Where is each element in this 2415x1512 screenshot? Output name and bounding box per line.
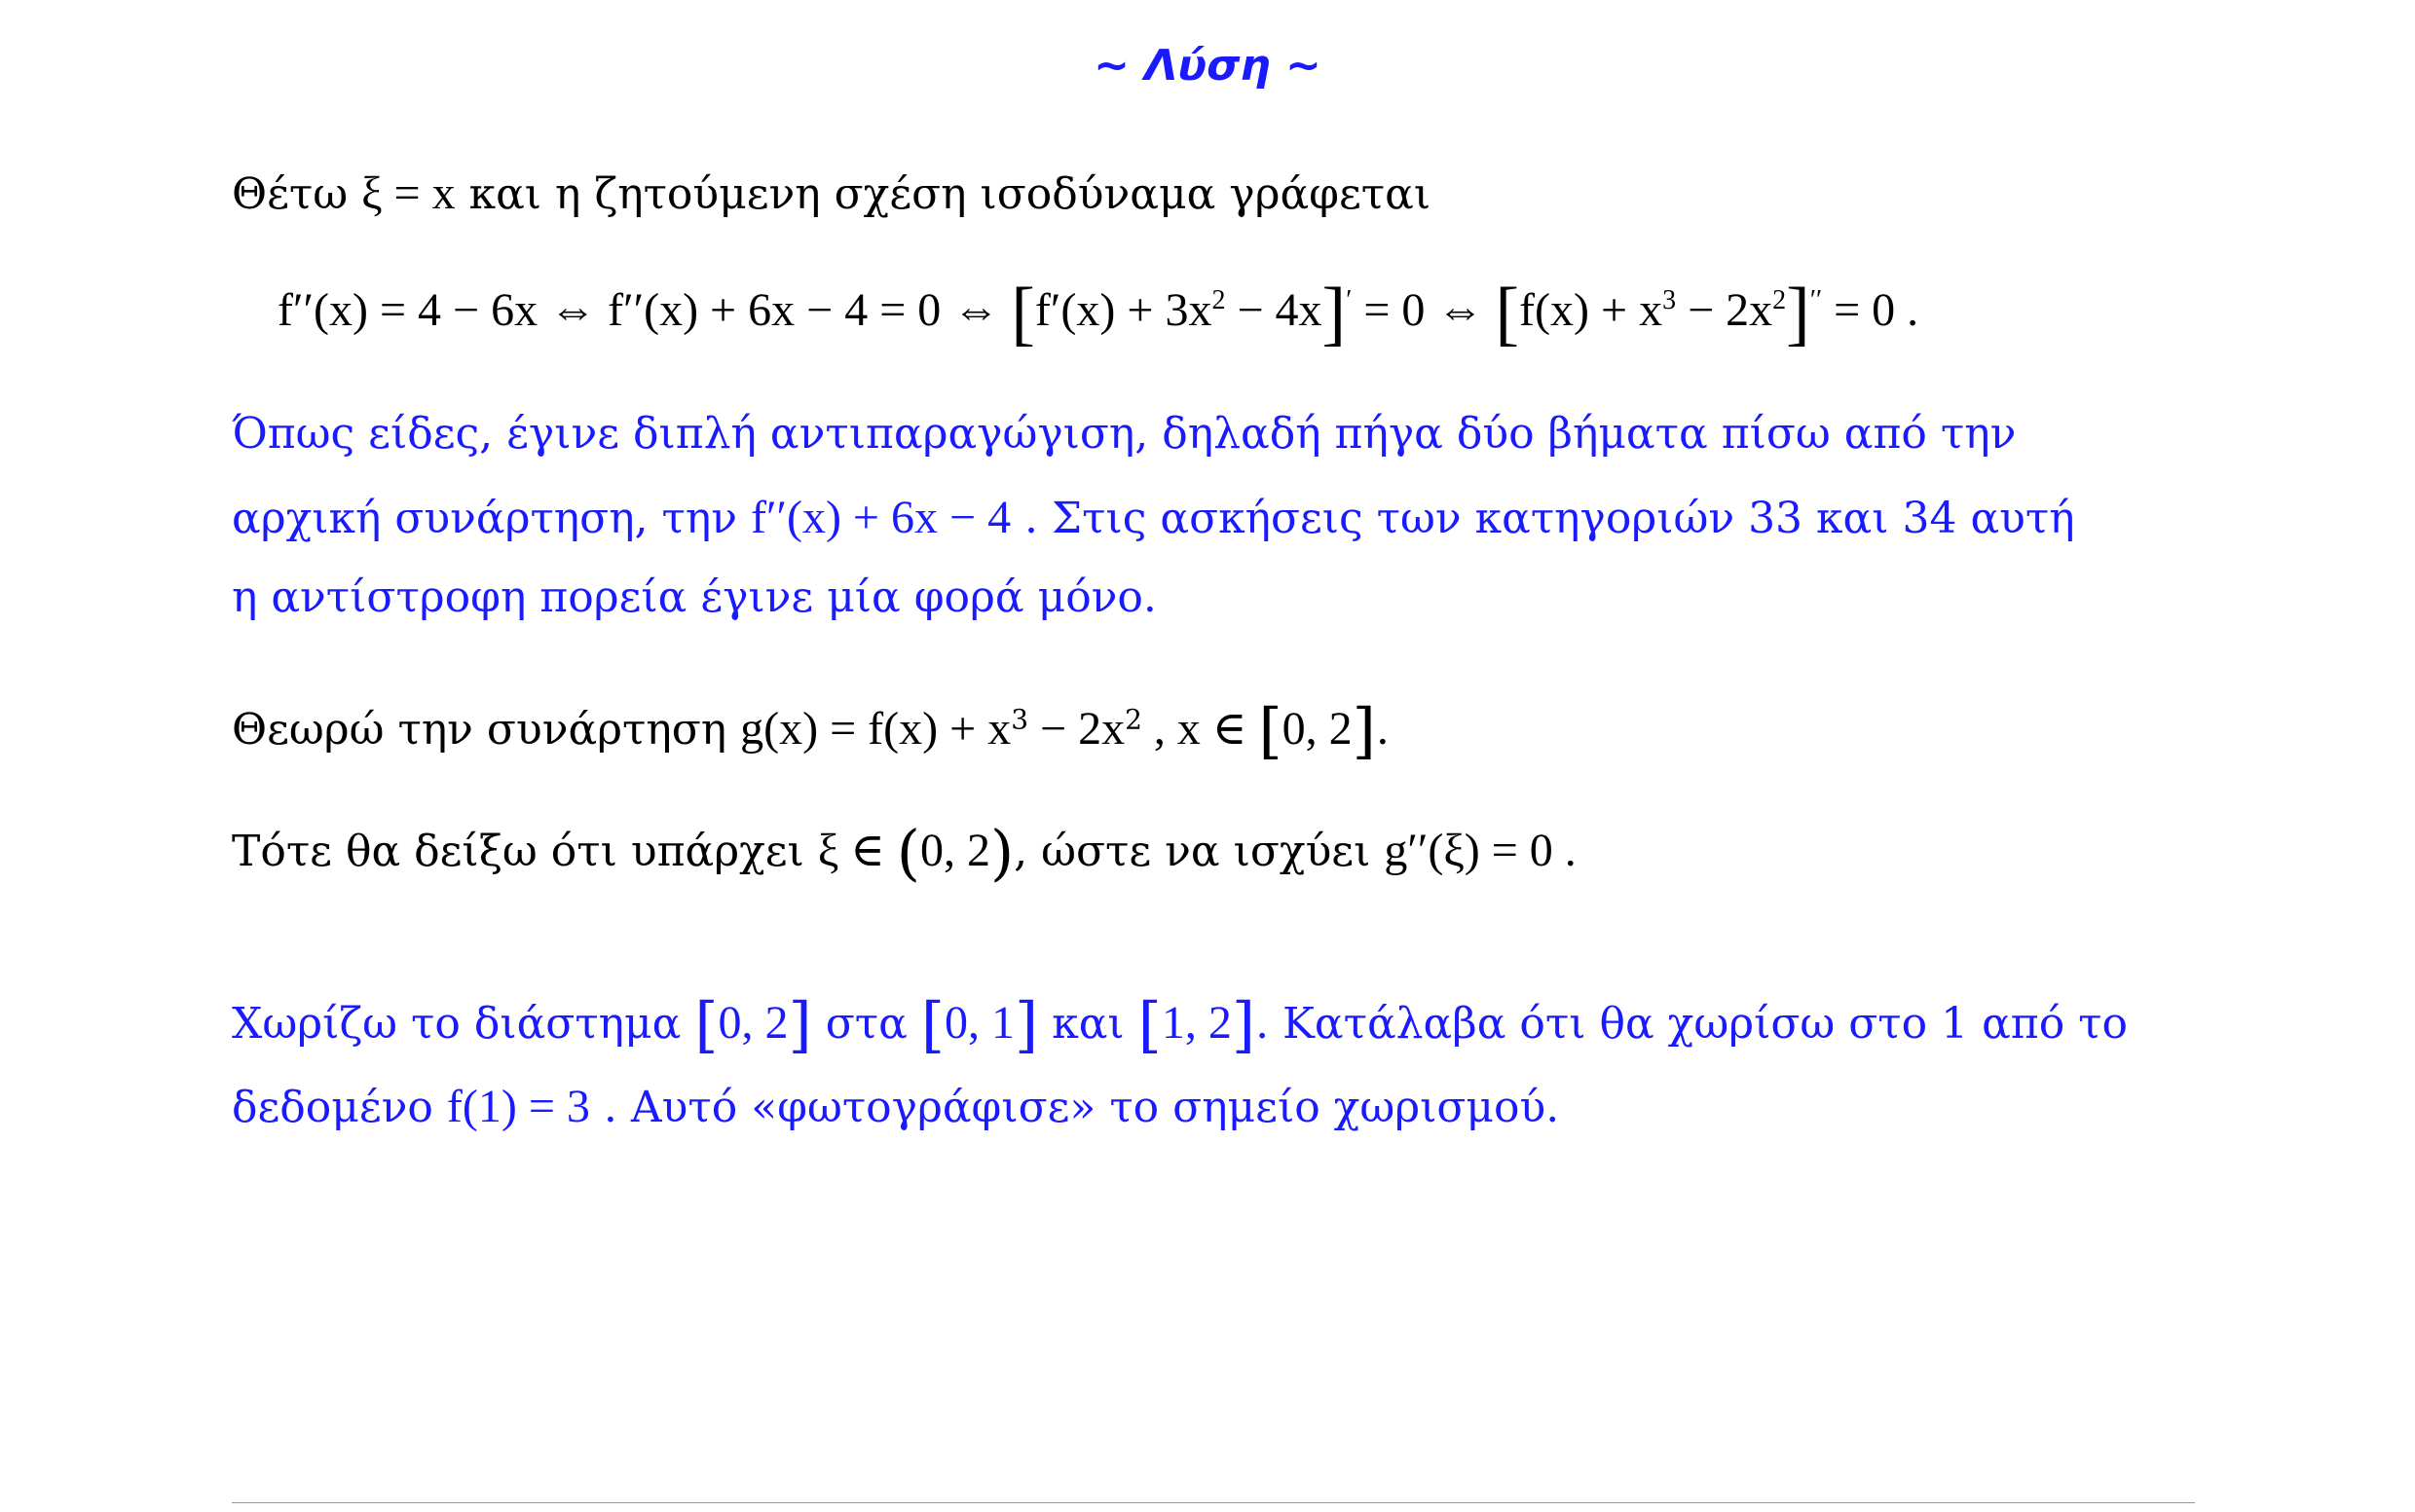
definition-line — [232, 695, 1390, 766]
footer-rule — [232, 1502, 2195, 1503]
note2-line2 — [232, 1079, 1559, 1135]
note2-text-f: . Αυτό «φωτογράφισε» το σημείο χωρισμού. — [589, 1083, 1560, 1132]
note2-text-a: Χωρίζω το διάστημα — [232, 999, 695, 1049]
def-interval: 0, 2 — [1282, 703, 1353, 755]
equation-chain — [278, 274, 1919, 353]
note1-line3: η αντίστροφη πορεία έγινε μία φορά μόνο. — [232, 572, 1157, 622]
claim-line — [232, 817, 1577, 888]
bracket-open: [ — [1258, 695, 1282, 766]
eq-part-g: = 0 . — [1822, 284, 1919, 336]
paren-close: ) — [989, 817, 1015, 888]
note2-math: f(1) = 3 — [446, 1081, 590, 1132]
claim-math-1: ξ ∈ — [817, 825, 897, 876]
bracket-close: ] — [1321, 274, 1347, 353]
intro-math: ξ = x — [361, 167, 456, 219]
intro-text: Θέτω — [232, 169, 349, 219]
def-math-1: g(x) = f(x) + x — [740, 703, 1012, 755]
bracket-open: [ — [1495, 274, 1520, 353]
note1-text-b: . Στις ασκήσεις των κατηγοριών 33 και 34 αυτή — [1011, 494, 2075, 543]
bracket-open: [ — [1011, 274, 1035, 353]
bracket-close: ] — [1015, 989, 1039, 1060]
bracket-close: ] — [788, 989, 812, 1060]
def-tail: . — [1375, 705, 1390, 755]
note1-line1: Όπως είδες, έγινε διπλή αντιπαραγώγιση, δηλαδή πήγα δύο βήματα πίσω από την — [232, 409, 2017, 459]
def-text: Θεωρώ την συνάρτηση — [232, 705, 741, 755]
eq-part-b: f′(x) + 3x — [1034, 284, 1212, 336]
bracket-close: ] — [1352, 695, 1376, 766]
intro-rest: και η ζητούμενη σχέση ισοδύναμα γράφεται — [468, 169, 1431, 219]
note2-interval-2: 0, 1 — [945, 997, 1016, 1049]
claim-text-a: Τότε θα δείξω ότι υπάρχει — [232, 827, 818, 876]
claim-math-2: g′′(ξ) = 0 . — [1384, 825, 1577, 876]
exp-2: 2 — [1125, 703, 1142, 736]
eq-part-f: − 2x — [1676, 284, 1773, 336]
intro-line — [232, 166, 1430, 222]
exp-3: 3 — [1011, 703, 1029, 736]
eq-part-a: f′′(x) = 4 − 6x ⇔ f′′(x) + 6x − 4 = 0 ⇔ — [278, 284, 1012, 336]
note2-interval-1: 0, 2 — [718, 997, 789, 1049]
paren-open: ( — [896, 817, 920, 888]
note2-text-b: στα — [811, 999, 921, 1049]
bracket-open: [ — [694, 989, 719, 1060]
exp-2: 2 — [1211, 285, 1226, 315]
exp-3: 3 — [1662, 285, 1677, 315]
eq-part-d: = 0 ⇔ — [1352, 284, 1496, 336]
note1-line2 — [232, 490, 2075, 546]
claim-interval: 0, 2 — [919, 825, 990, 876]
bracket-open: [ — [1137, 989, 1162, 1060]
note2-text-d: . Κατάλαβα ότι θα χωρίσω στο 1 από το — [1255, 999, 2129, 1049]
def-math-3: , x ∈ — [1141, 703, 1259, 755]
exp-2: 2 — [1772, 285, 1787, 315]
note2-line1 — [232, 989, 2129, 1060]
note2-text-c: και — [1038, 999, 1138, 1049]
bracket-close: ] — [1231, 989, 1256, 1060]
bracket-open: [ — [920, 989, 946, 1060]
eq-part-e: f(x) + x — [1519, 284, 1663, 336]
solution-title: ~ Λύση ~ — [1094, 41, 1321, 91]
def-math-2: − 2x — [1028, 703, 1126, 755]
note1-math: f′′(x) + 6x − 4 — [750, 492, 1012, 543]
bracket-close: ] — [1786, 274, 1810, 353]
note2-text-e: δεδομένο — [232, 1083, 447, 1132]
note1-text-a: αρχική συνάρτηση, την — [232, 494, 751, 543]
double-prime-mark: ′′ — [1809, 285, 1823, 315]
prime-mark: ′ — [1346, 285, 1353, 315]
claim-text-b: , ώστε να ισχύει — [1014, 827, 1385, 876]
eq-part-c: − 4x — [1225, 284, 1322, 336]
note2-interval-3: 1, 2 — [1161, 997, 1232, 1049]
